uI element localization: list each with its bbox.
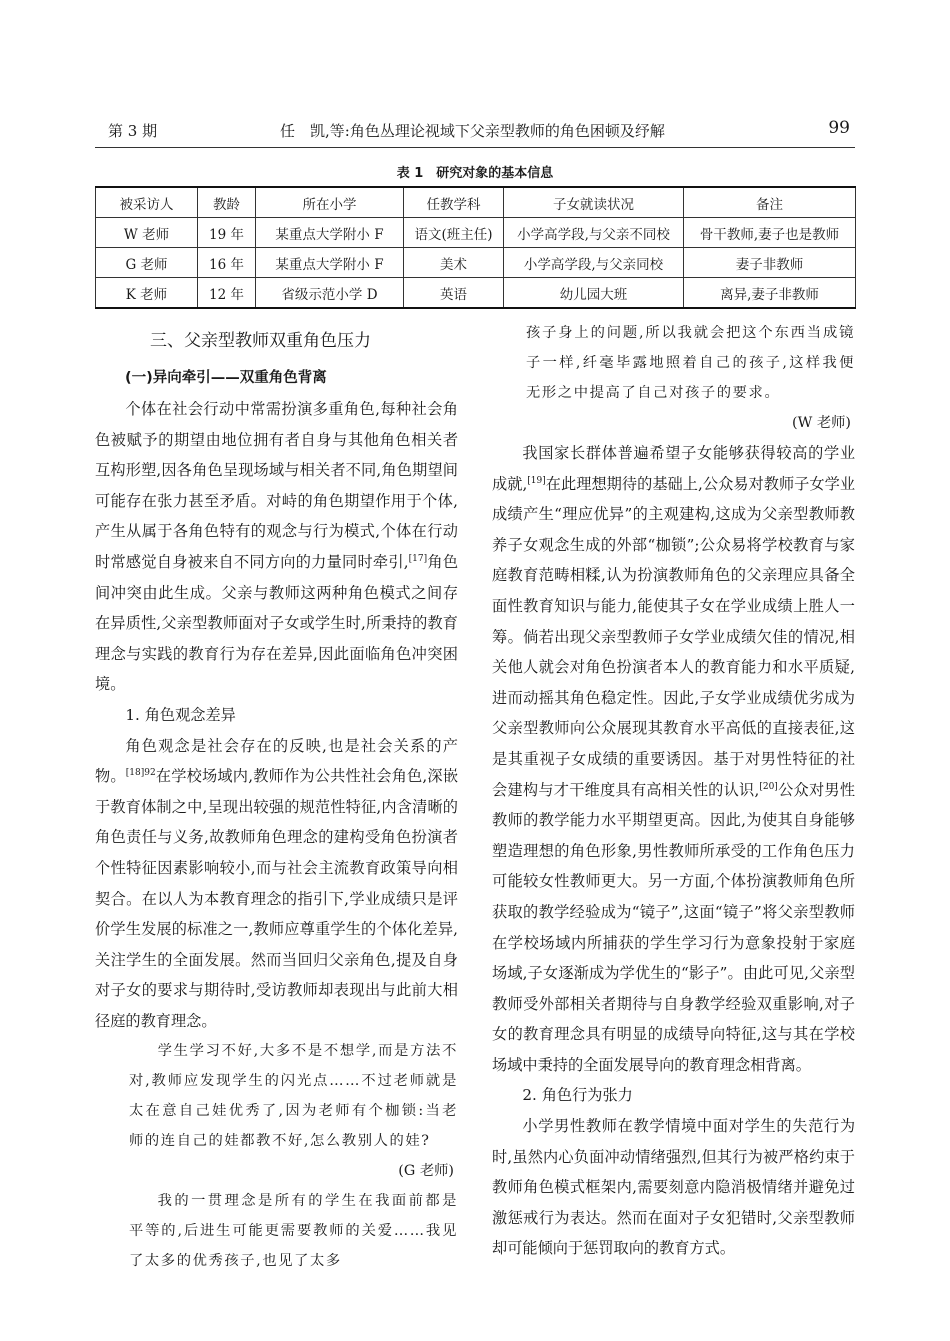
- table-cell: 离异,妻子非教师: [684, 278, 856, 309]
- header-article-title: 任 凯,等:角色丛理论视域下父亲型教师的角色困顿及纾解: [280, 122, 665, 140]
- table-cell: 12 年: [198, 278, 256, 309]
- table-header-cell: 教龄: [198, 187, 256, 218]
- table-cell: K 老师: [96, 278, 198, 309]
- quote-source: (W 老师): [792, 415, 851, 431]
- interview-quote-continued: 孩子身上的问题,所以我就会把这个东西当成镜子一样,纤毫毕露地照着自己的孩子,这样我便无形之中提高了自己对孩子的要求。: [526, 325, 855, 401]
- subsubsection-title: 2. 角色行为张力: [522, 1086, 633, 1105]
- table-header-cell: 子女就读状况: [504, 187, 684, 218]
- citation: [17]: [408, 553, 428, 564]
- header-issue: 第 3 期: [108, 122, 158, 140]
- table-cell: 幼儿园大班: [504, 278, 684, 309]
- table-row: [96, 278, 856, 309]
- table-row: [96, 248, 856, 278]
- table-cell: 妻子非教师: [684, 248, 856, 278]
- table-cell: 某重点大学附小 F: [256, 218, 404, 248]
- paragraph: 个体在社会行动中常需扮演多重角色,每种社会角色被赋予的期望由地位拥有者自身与其他角色相关者互构形塑,因各角色呈现场域与相关者不同,角色期望间可能存在张力甚至矛盾。对峙的角色期望作用于个体,产生从属于各角色特有的观念与行为模式,个体在行动时常感觉自身被来自不同方向的力量同时牵引,[17]角色间冲突由此生成。父亲与教师这两种角色模式之间存在异质性,父亲型教师面对子女或学生时,所秉持的教育理念与实践的教育行为存在差异,因此面临角色冲突困境。: [95, 400, 459, 694]
- right-column: [492, 318, 855, 1264]
- paragraph: 我国家长群体普遍希望子女能够获得较高的学业成就,[19]在此理想期待的基础上,公众易对教师子女学业成绩产生“理应优异”的主观建构,这成为父亲型教师教养子女观念生成的外部“枷锁”;公众易将学校教育与家庭教育范畴相糅,认为扮演教师角色的父亲理应具备全面性教育知识与能力,能使其子女在学业成绩上胜人一筹。倘若出现父亲型教师子女学业成绩欠佳的情况,相关他人就会对角色扮演者本人的教育能力和水平质疑,进而动摇其角色稳定性。因此,子女学业成绩优劣成为父亲型教师向公众展现其教育水平高低的直接表征,这是其重视子女成绩的重要诱因。基于对男性特征的社会建构与才干维度具有高相关性的认识,[20]公众对男性教师的教学能力水平期望更高。因此,为使其自身能够塑造理想的角色形象,男性教师所承受的工作角色压力可能较女性教师更大。另一方面,个体扮演教师角色所获取的教学经验成为“镜子”,这面“镜子”将父亲型教师在学校场域内所捕获的学生学习行为意象投射于家庭场域,子女逐渐成为学优生的“影子”。由此可见,父亲型教师受外部相关者期待与自身教学经验双重影响,对子女的教育理念具有明显的成绩导向特征,这与其在学校场域中秉持的全面发展导向的教育理念相背离。: [492, 444, 856, 1074]
- table-header-cell: 任教学科: [404, 187, 504, 218]
- citation: [20]: [759, 781, 778, 792]
- table-cell: 小学高学段,与父亲不同校: [504, 218, 684, 248]
- table-cell: 小学高学段,与父亲同校: [504, 248, 684, 278]
- interview-quote: 我的一贯理念是所有的学生在我面前都是平等的,后进生可能更需要教师的关爱……我见了太多的优秀孩子,也见了太多: [129, 1193, 458, 1270]
- section-title: 三、父亲型教师双重角色压力: [150, 331, 371, 351]
- table-cell: 省级示范小学 D: [256, 278, 404, 309]
- table-cell: W 老师: [96, 218, 198, 248]
- table-cell: 16 年: [198, 248, 256, 278]
- table-cell: 英语: [404, 278, 504, 309]
- header-page-number: 99: [828, 118, 850, 138]
- subjects-table: [95, 186, 856, 309]
- subsection-title: (一)异向牵引——双重角色背离: [125, 370, 327, 386]
- table-cell: 骨干教师,妻子也是教师: [684, 218, 856, 248]
- table-cell: G 老师: [96, 248, 198, 278]
- interview-quote: 学生学习不好,大多不是不想学,而是方法不对,教师应发现学生的闪光点……不过老师就是太在意自己娃优秀了,因为老师有个枷锁:当老师的连自己的娃都教不好,怎么教别人的娃?: [129, 1043, 458, 1150]
- subsubsection-title: 1. 角色观念差异: [125, 705, 236, 724]
- left-column: [95, 318, 458, 1276]
- quote-source: (G 老师): [398, 1163, 454, 1180]
- table-header-cell: 被采访人: [96, 187, 198, 218]
- table-row: [96, 218, 856, 248]
- paragraph: 角色观念是社会存在的反映,也是社会关系的产物。$^{[18]92}$在学校场域内,教师作为公共性社会角色,深嵌于教育体制之中,呈现出较强的规范性特征,内含清晰的角色责任与义务,故教师角色理念的建构受角色扮演者个性特征因素影响较小,而与社会主流教育政策导向相契合。在以人为本教育理念的指引下,学业成绩只是评价学生发展的标准之一,教师应尊重学生的个体化差异,关注学生的全面发展。然而当回归父亲角色,提及自身对子女的要求与期待时,受访教师却表现出与此前大相径庭的教育理念。: [95, 736, 459, 1030]
- table-header-row: [96, 187, 856, 218]
- citation: [18]92: [125, 768, 156, 779]
- paragraph: 小学男性教师在教学情境中面对学生的失范行为时,虽然内心负面冲动情绪强烈,但其行为被严格约束于教师角色模式框架内,需要刻意内隐消极情绪并避免过激惩戒行为表达。然而在面对子女犯错时,父亲型教师却可能倾向于惩罚取向的教育方式。: [492, 1117, 855, 1258]
- table-cell: 某重点大学附小 F: [256, 248, 404, 278]
- table-header-cell: 所在小学: [256, 187, 404, 218]
- table-cell: 美术: [404, 248, 504, 278]
- header-rule: [95, 147, 855, 148]
- table-header-cell: 备注: [684, 187, 856, 218]
- table-cell: 19 年: [198, 218, 256, 248]
- table-caption: 表 1 研究对象的基本信息: [396, 166, 554, 181]
- citation: [19]: [527, 475, 546, 486]
- table-cell: 语文(班主任): [404, 218, 504, 248]
